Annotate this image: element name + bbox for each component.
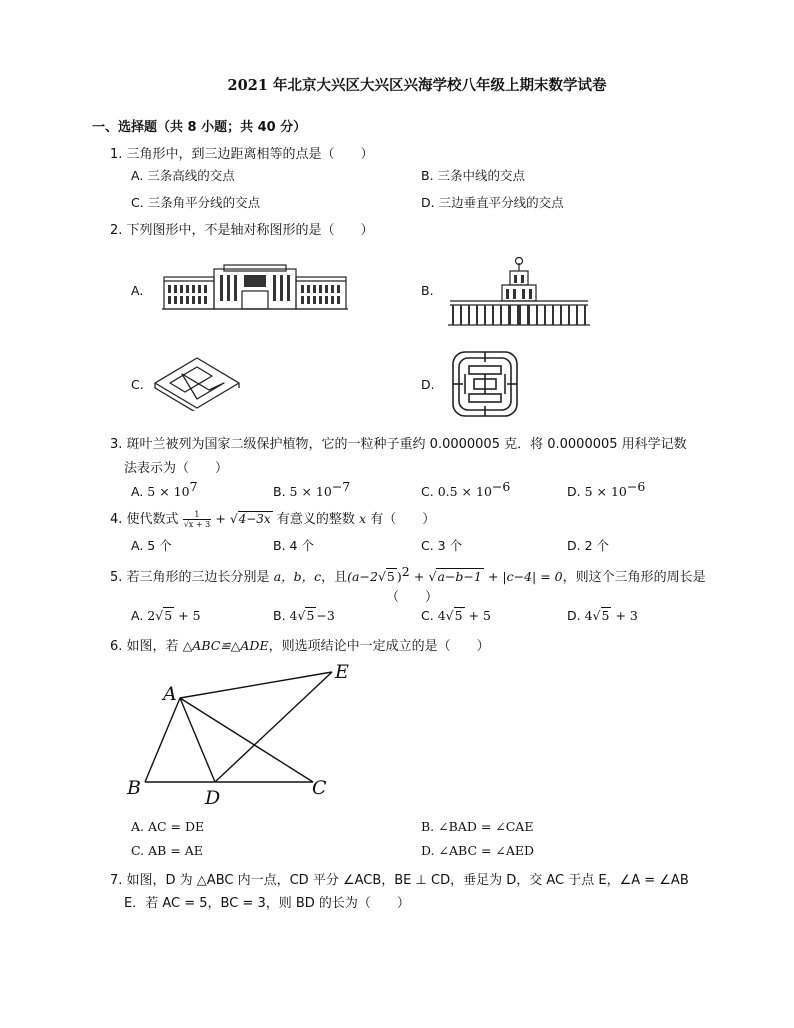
q5-square: 2 (401, 564, 410, 579)
q6-option-a[interactable]: A. AC = DE (131, 819, 205, 834)
q5-label-b: B. (273, 608, 286, 623)
q5-vars: a，b，c (273, 569, 322, 584)
point-d-label: D (205, 787, 221, 808)
q7-line1: 7. 如图，D 为 △ABC 内一点，CD 平分 ∠ACB，BE ⊥ CD，垂足为 D，交 AC 于点 E，∠A = ∠AB (110, 873, 689, 888)
q5-expr1: (a−2 (347, 569, 378, 584)
q5-rest-b: −3 (316, 608, 335, 623)
point-c-label: C (312, 777, 327, 799)
q4-plus: + (215, 511, 226, 526)
q4-variable: x (359, 511, 367, 526)
segment-ac (180, 698, 313, 782)
q5-rad-a: 5 (164, 608, 173, 623)
q1-stem: 1. 三角形中，到三边距离相等的点是（ ） (110, 147, 374, 162)
q6-option-b[interactable]: B. ∠BAD = ∠CAE (421, 819, 534, 834)
q4-radicand: 4−3x (238, 512, 271, 526)
q6-stem (110, 635, 490, 654)
point-a-label: A (163, 683, 177, 705)
q3-exp-b: −7 (331, 479, 351, 494)
point-e-label: E (335, 661, 349, 683)
q5-coef-a: 2 (147, 608, 156, 623)
q1-option-a[interactable]: A. 三条高线的交点 (131, 168, 235, 183)
building-b-figure (446, 255, 592, 327)
q3-option-a[interactable] (131, 479, 198, 499)
q5-radicand2: a−b−1 (437, 569, 482, 584)
q5-expr3: + |c−4| = 0 (487, 569, 563, 584)
q4-option-d[interactable]: D. 2 个 (567, 538, 609, 553)
q1-option-c[interactable]: C. 三条角平分线的交点 (131, 195, 261, 210)
q5-expr2: ) (396, 569, 402, 584)
q4-option-c[interactable]: C. 3 个 (421, 538, 463, 553)
q4-fraction-denominator: √x + 3 (183, 520, 211, 529)
q3-option-c[interactable] (421, 479, 510, 499)
q5-rad-b: 5 (306, 608, 315, 623)
q5-label-c: C. (421, 608, 434, 623)
q2-label-a[interactable]: A. (131, 283, 144, 298)
section-heading: 一、选择题（共 8 小题；共 40 分） (92, 120, 307, 135)
q5-paren: （ ） (386, 590, 439, 605)
q2-stem: 2. 下列图形中，不是轴对称图形的是（ ） (110, 223, 374, 238)
triangle-figure (125, 658, 365, 808)
q3-label-a: A. (131, 484, 144, 499)
q6-tail: ，则选项结论中一定成立的是（ ） (268, 639, 490, 654)
q6-option-d[interactable]: D. ∠ABC = ∠AED (421, 843, 535, 858)
q3-label-b: B. (273, 484, 286, 499)
q4-option-b[interactable]: B. 4 个 (273, 538, 314, 553)
q4-radical: √4−3x (229, 512, 271, 526)
q5-head: 5. 若三角形的三边长分别是 (110, 570, 270, 585)
q5-option-b[interactable]: B. 4√5 −3 (273, 608, 335, 623)
q4-fraction (183, 510, 212, 529)
building-a-figure (160, 263, 350, 311)
q3-stem-line1: 3. 斑叶兰被列为国家二级保护植物，它的一粒种子重约 0.0000005 克．将 0.0000005 用科学记数 (110, 437, 687, 452)
seal-pattern-figure (449, 348, 521, 420)
segment-ad (180, 698, 215, 782)
q5-plus: + (413, 569, 425, 584)
q4-stem (110, 508, 435, 529)
q3-exp-c: −6 (491, 479, 511, 494)
s-shape-figure (152, 355, 242, 411)
q5-stem: 5. 若三角形的三边长分别是 a，b，c，且(a−2√5 )$^2$ + √a−b−1 + |c−4| = 0，则这个三角形的周长是 (110, 564, 706, 585)
q3-label-c: C. (421, 484, 434, 499)
q7-line2: E．若 AC = 5，BC = 3，则 BD 的长为（ ） (124, 896, 410, 911)
q3-exp-a: 7 (189, 479, 198, 494)
point-b-label: B (127, 777, 141, 799)
page-title: 2021 年北京大兴区大兴区兴海学校八年级上期末数学试卷 (227, 77, 607, 94)
q3-base-c: 0.5 × 10 (437, 484, 492, 499)
q3-option-b[interactable] (273, 479, 350, 499)
q5-option-c[interactable]: C. 4√5 + 5 (421, 608, 491, 623)
q5-rad-d: 5 (601, 608, 610, 623)
q6-expr: △ABC≌△ADE (182, 638, 269, 653)
q1-option-b[interactable]: B. 三条中线的交点 (421, 168, 526, 183)
q2-label-d[interactable]: D. (421, 377, 435, 392)
q4-lead: 4. 使代数式 (110, 512, 179, 527)
q3-base-d: 5 × 10 (584, 484, 627, 499)
q5-rest-a: + 5 (174, 608, 201, 623)
q4-fraction-numerator: 1 (183, 510, 212, 520)
q5-mid: ，且 (321, 570, 348, 585)
q4-tail2: 有（ ） (370, 512, 436, 527)
q5-rad-c: 5 (454, 608, 463, 623)
q5-rest-d: + 3 (611, 608, 638, 623)
q3-label-d: D. (567, 484, 581, 499)
q6-head: 6. 如图，若 (110, 639, 179, 654)
q6-option-c[interactable]: C. AB = AE (131, 843, 203, 858)
q5-coef-d: 4 (584, 608, 593, 623)
q5-coef-b: 4 (289, 608, 298, 623)
q4-tail: 有意义的整数 (276, 512, 355, 527)
q5-label-a: A. (131, 608, 144, 623)
q4-option-a[interactable]: A. 5 个 (131, 538, 172, 553)
q5-option-d[interactable]: D. 4√5 + 3 (567, 608, 638, 623)
q1-option-d[interactable]: D. 三边垂直平分线的交点 (421, 195, 564, 210)
q5-label-d: D. (567, 608, 581, 623)
q2-label-c[interactable]: C. (131, 377, 144, 392)
q5-option-a[interactable]: A. 2√5 + 5 (131, 608, 201, 623)
segment-ab (145, 698, 180, 782)
q5-radicand1: 5 (386, 569, 395, 584)
q3-option-d[interactable] (567, 479, 645, 499)
q5-coef-c: 4 (437, 608, 446, 623)
q3-stem-line2: 法表示为（ ） (124, 461, 229, 476)
q5-rest-c: + 5 (464, 608, 491, 623)
q3-base-b: 5 × 10 (289, 484, 332, 499)
q3-exp-d: −6 (626, 479, 646, 494)
q2-label-b[interactable]: B. (421, 283, 434, 298)
q3-base-a: 5 × 10 (147, 484, 190, 499)
q5-tail: ，则这个三角形的周长是 (562, 570, 706, 585)
